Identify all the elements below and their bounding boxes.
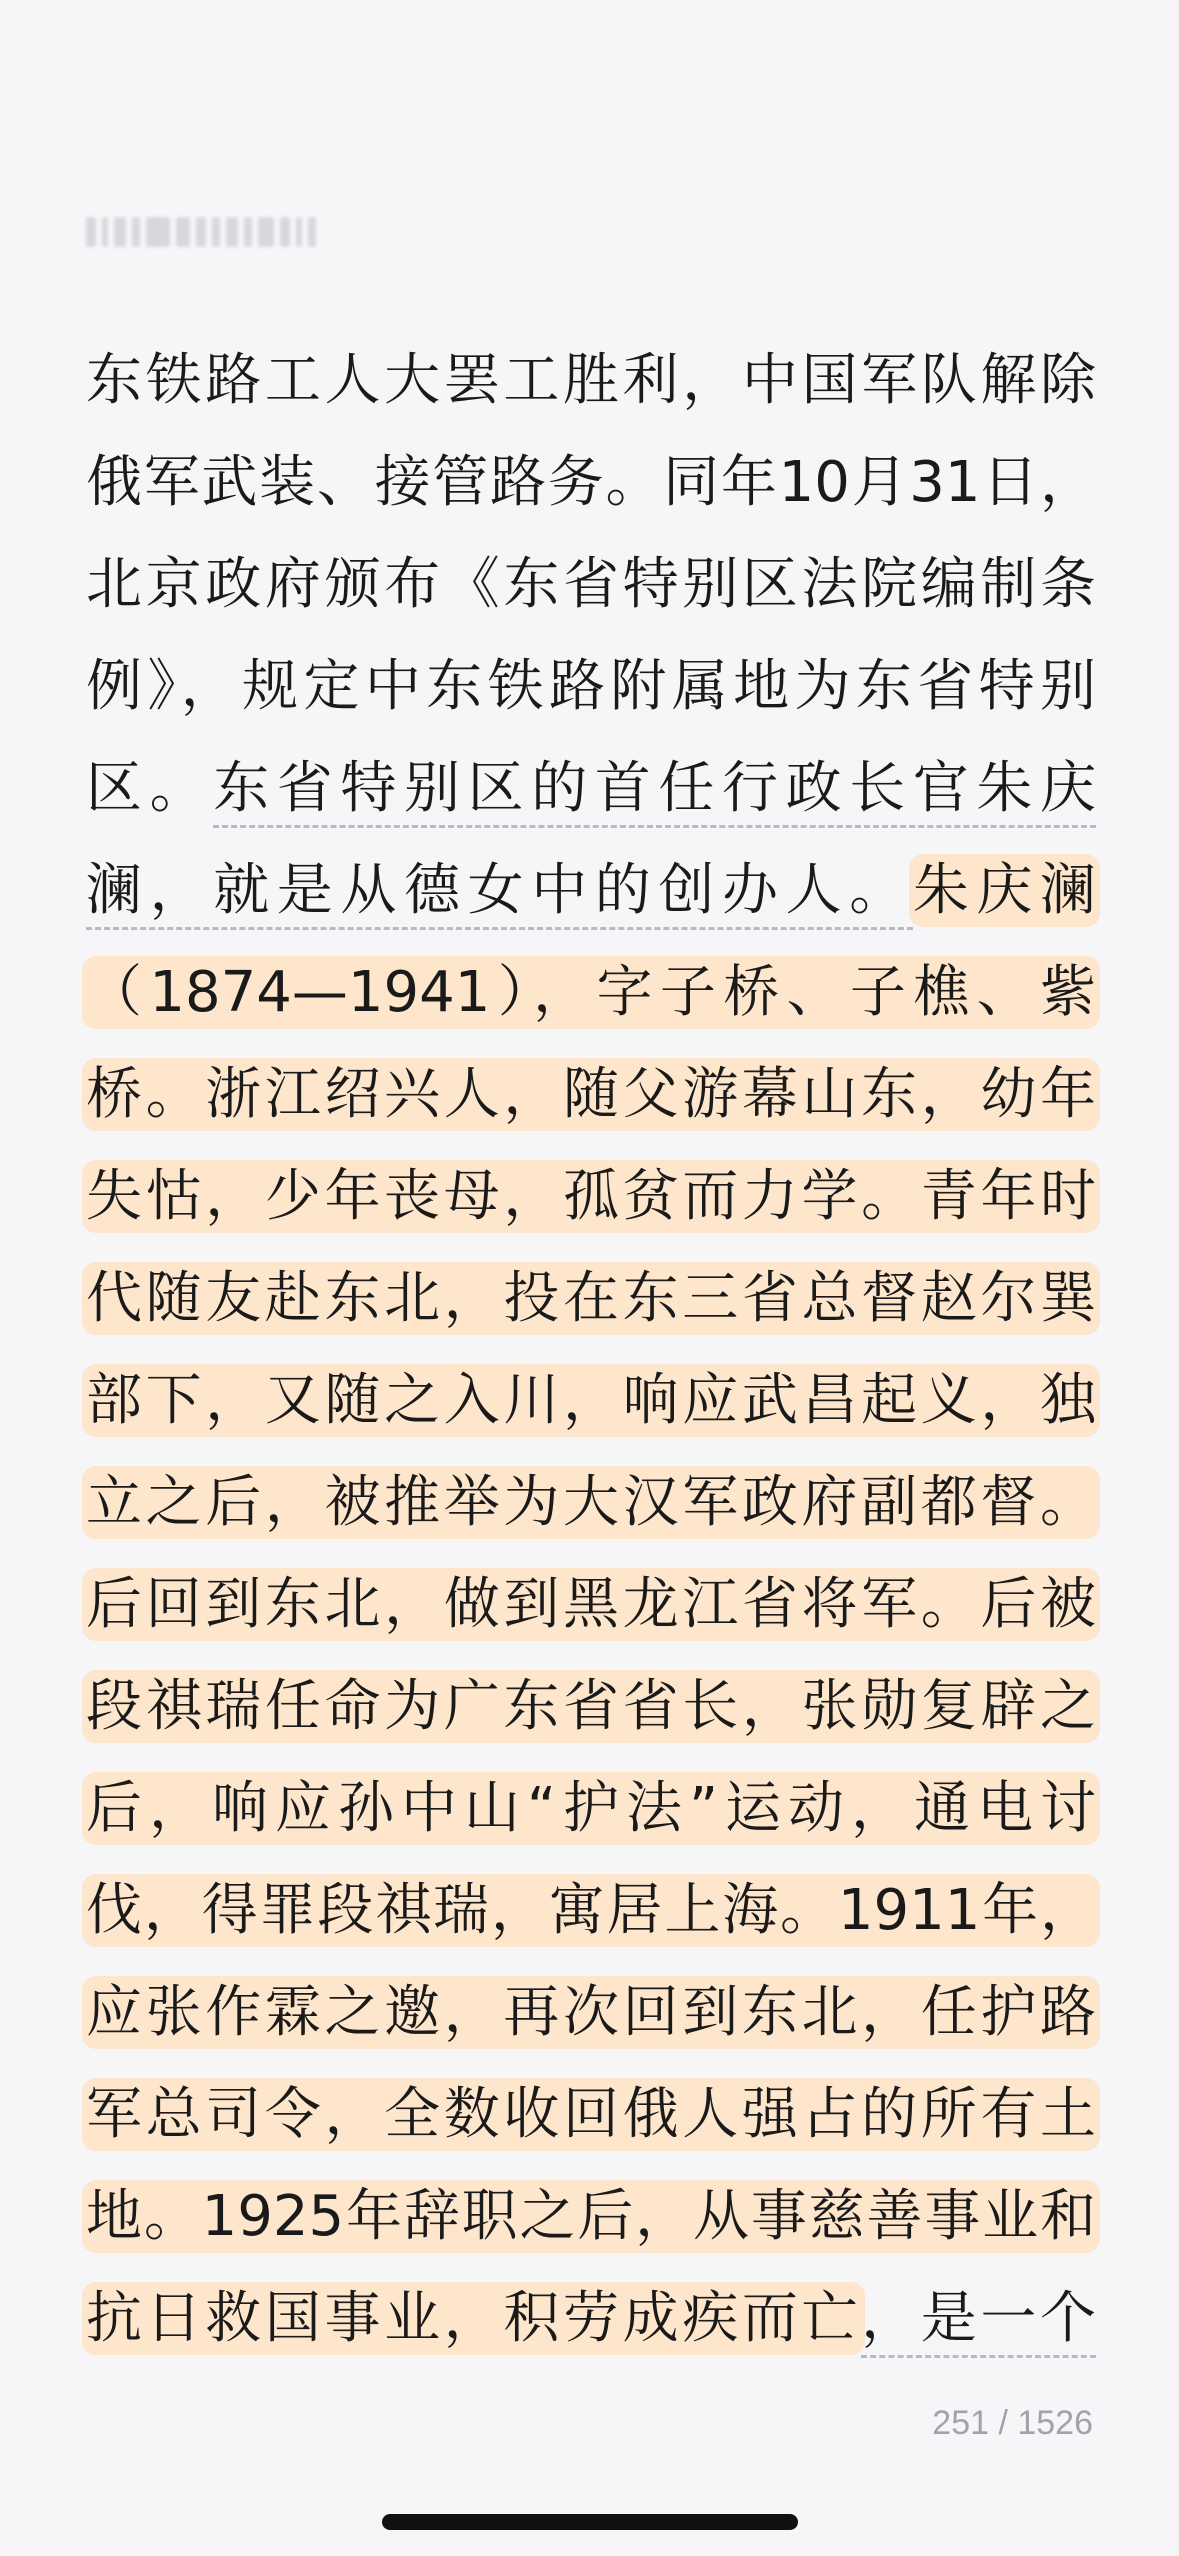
highlighted-text[interactable]: 后，响应孙中山“护法”运动，通电讨 <box>86 1776 1096 1841</box>
highlighted-text[interactable]: 代随友赴东北，投在东三省总督赵尔巽 <box>86 1266 1096 1331</box>
text-segment[interactable]: 北京政府颁布《东省特别区法院编制条 <box>86 552 1096 617</box>
reader-text-body[interactable] <box>86 330 1096 2370</box>
text-line[interactable] <box>86 1758 1096 1860</box>
home-indicator[interactable] <box>382 2514 798 2530</box>
highlighted-text[interactable]: （1874—1941），字子桥、子樵、紫 <box>86 960 1096 1025</box>
highlighted-text[interactable]: 军总司令，全数收回俄人强占的所有土 <box>86 2082 1096 2147</box>
underlined-text[interactable]: ，是一个 <box>861 2286 1096 2358</box>
text-line[interactable] <box>86 1044 1096 1146</box>
text-segment[interactable]: 区。 <box>86 756 214 821</box>
text-line[interactable] <box>86 1860 1096 1962</box>
highlighted-text[interactable]: 部下，又随之入川，响应武昌起义，独 <box>86 1368 1096 1433</box>
blurred-chapter-title <box>86 212 316 252</box>
text-line[interactable] <box>86 2064 1096 2166</box>
text-line[interactable] <box>86 1452 1096 1554</box>
underlined-text[interactable]: 澜，就是从德女中的创办人。 <box>86 858 913 930</box>
text-line[interactable] <box>86 1350 1096 1452</box>
text-line[interactable] <box>86 840 1096 942</box>
text-line[interactable] <box>86 432 1096 534</box>
page-indicator: 251 / 1526 <box>932 2404 1093 2442</box>
text-line[interactable] <box>86 1962 1096 2064</box>
highlighted-text[interactable]: 应张作霖之邀，再次回到东北，任护路 <box>86 1980 1096 2045</box>
text-line[interactable] <box>86 738 1096 840</box>
highlighted-text[interactable]: 抗日救国事业，积劳成疾而亡 <box>86 2286 862 2351</box>
highlighted-text[interactable]: 失怙，少年丧母，孤贫而力学。青年时 <box>86 1164 1096 1229</box>
text-line[interactable] <box>86 636 1096 738</box>
text-line[interactable] <box>86 534 1096 636</box>
text-line[interactable] <box>86 2268 1096 2370</box>
highlighted-text[interactable]: 后回到东北，做到黑龙江省将军。后被 <box>86 1572 1096 1637</box>
highlighted-text[interactable]: 地。1925年辞职之后，从事慈善事业和 <box>86 2184 1096 2249</box>
highlighted-text[interactable]: 伐，得罪段祺瑞，寓居上海。1911年， <box>86 1878 1096 1943</box>
text-segment[interactable]: 俄军武装、接管路务。同年10月31日， <box>86 450 1096 515</box>
text-line[interactable] <box>86 942 1096 1044</box>
text-line[interactable] <box>86 1656 1096 1758</box>
highlighted-text[interactable]: 段祺瑞任命为广东省省长，张勋复辟之 <box>86 1674 1096 1739</box>
highlighted-text[interactable]: 朱庆澜 <box>912 858 1097 923</box>
text-segment[interactable]: 例》，规定中东铁路附属地为东省特别 <box>86 654 1096 719</box>
text-segment[interactable]: 东铁路工人大罢工胜利，中国军队解除 <box>86 348 1096 413</box>
underlined-text[interactable]: 东省特别区的首任行政长官朱庆 <box>213 756 1096 828</box>
text-line[interactable] <box>86 2166 1096 2268</box>
highlighted-text[interactable]: 立之后，被推举为大汉军政府副都督。 <box>86 1470 1096 1535</box>
text-line[interactable] <box>86 1554 1096 1656</box>
text-line[interactable] <box>86 330 1096 432</box>
text-line[interactable] <box>86 1146 1096 1248</box>
highlighted-text[interactable]: 桥。浙江绍兴人，随父游幕山东，幼年 <box>86 1062 1096 1127</box>
text-line[interactable] <box>86 1248 1096 1350</box>
